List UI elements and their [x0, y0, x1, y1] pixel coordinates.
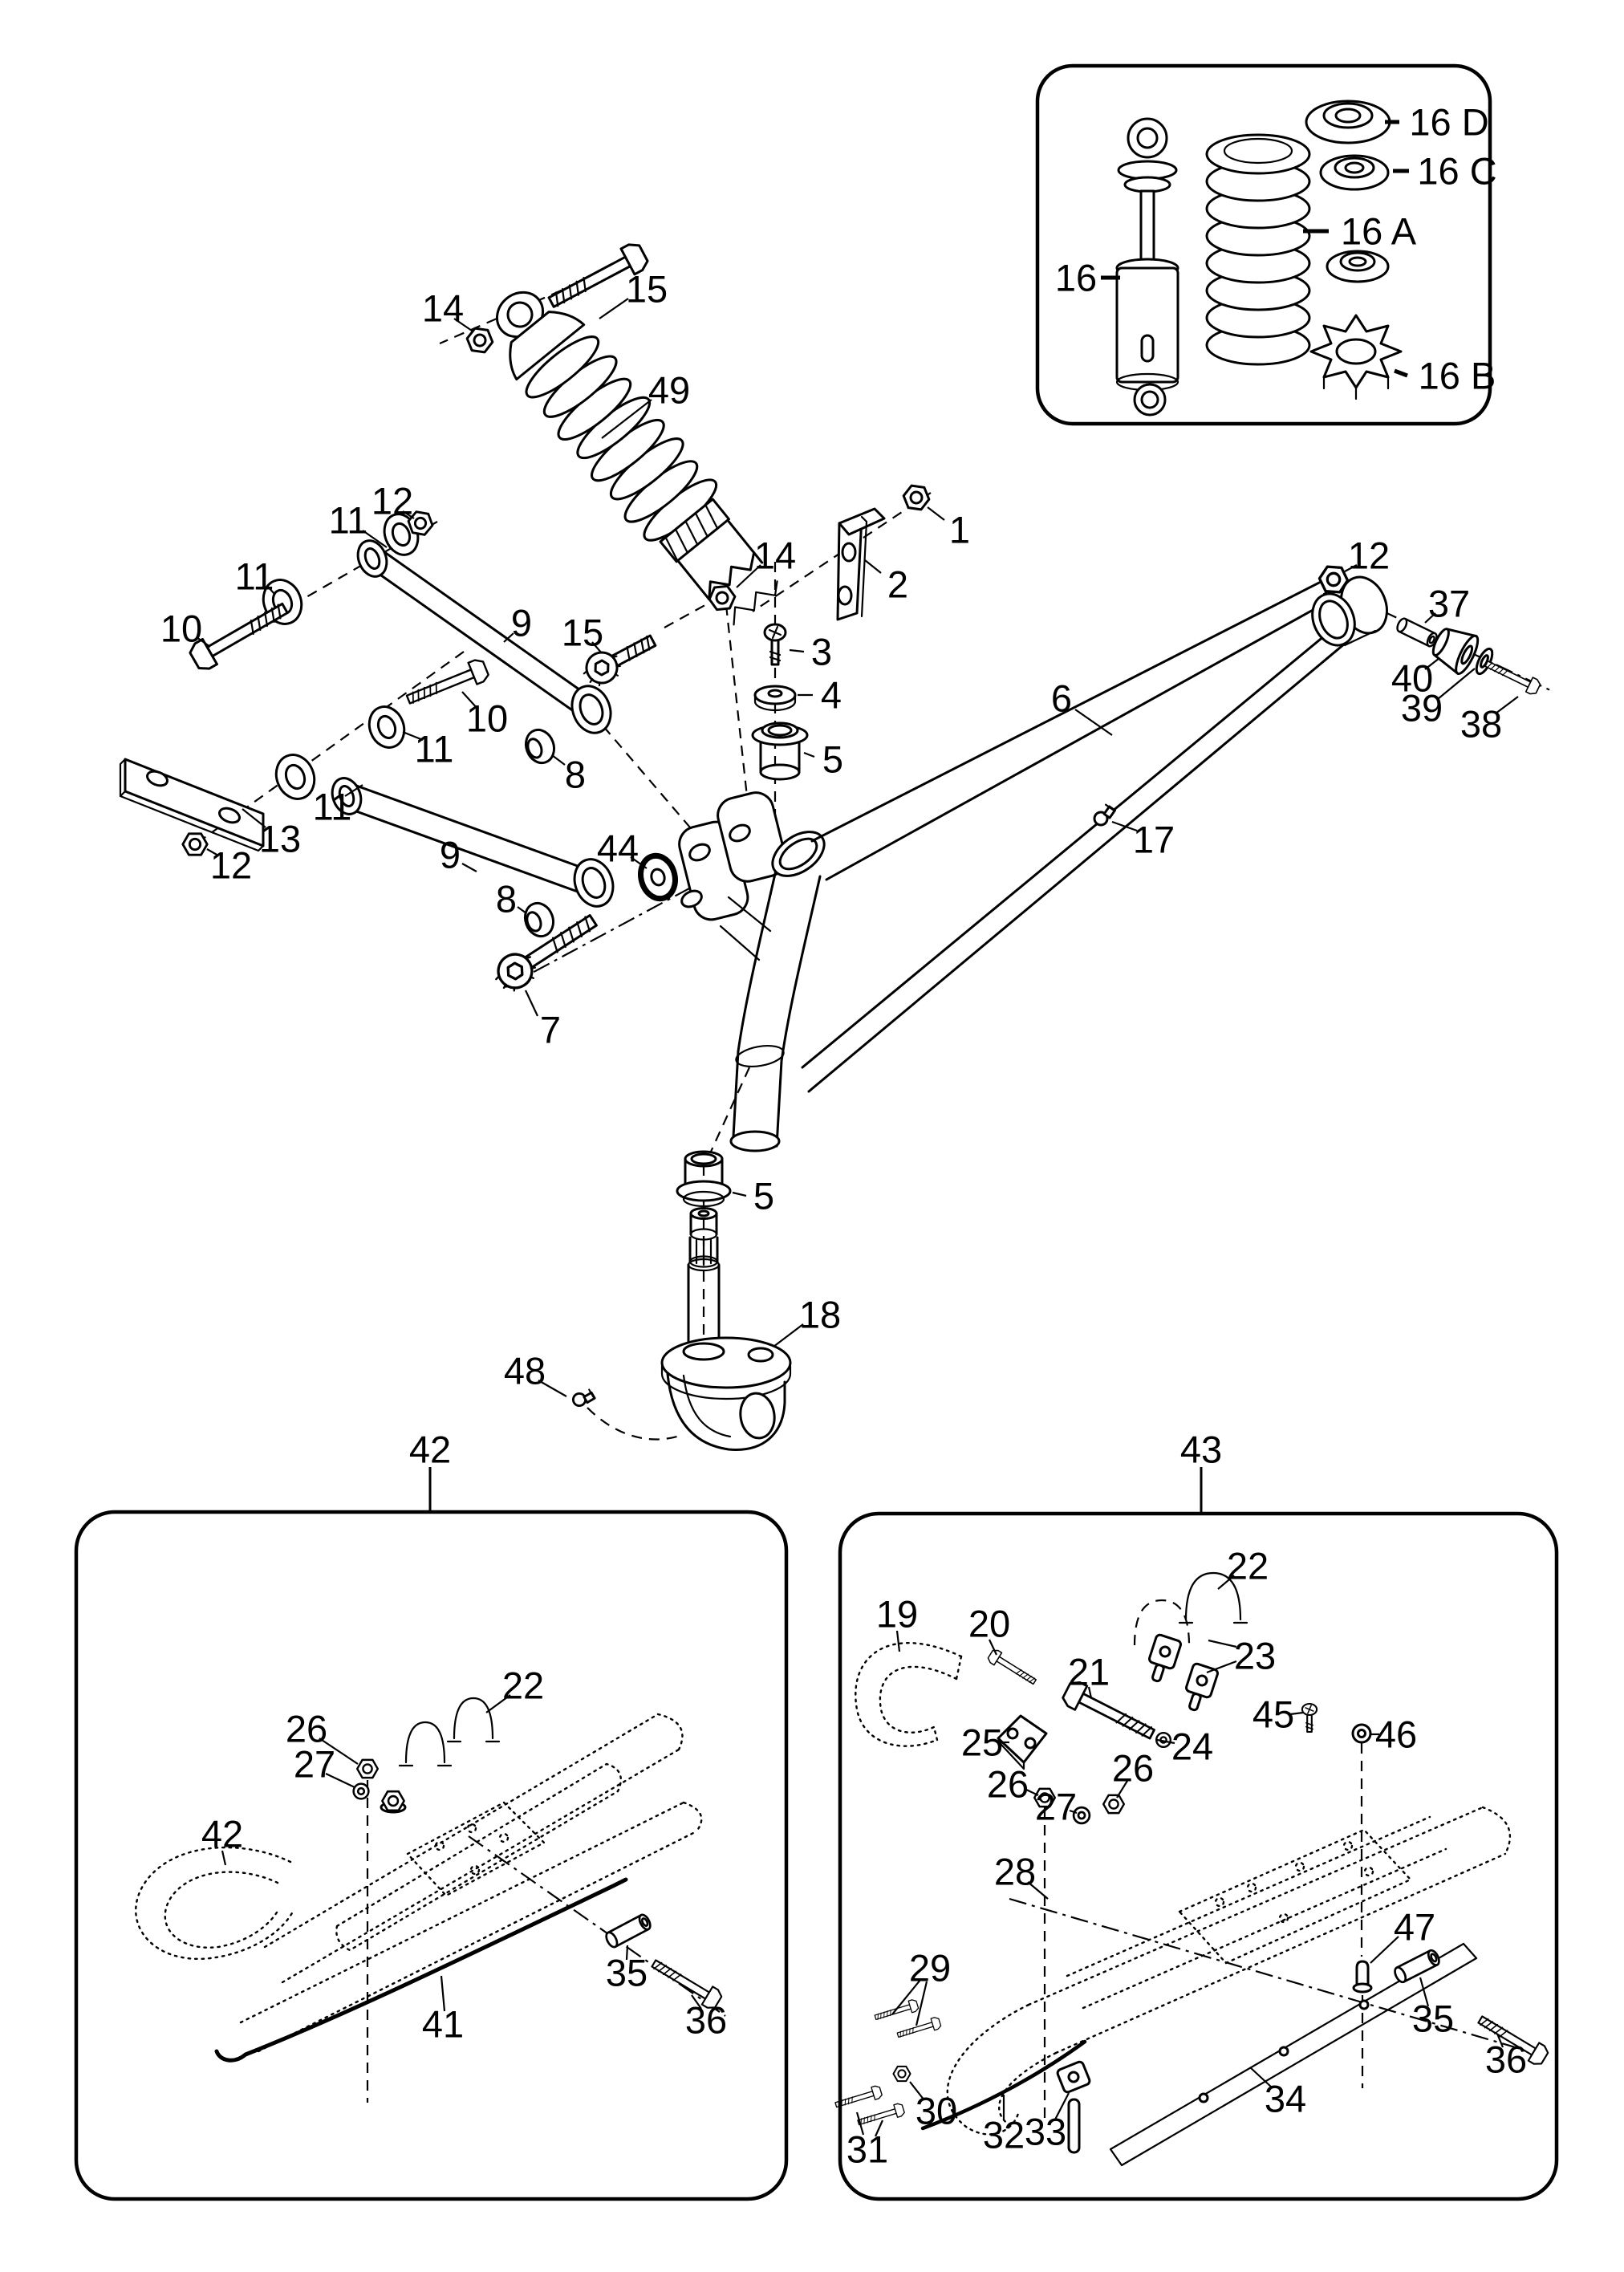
callout-washer-39: 39: [1400, 686, 1443, 730]
callout-washer-4: 4: [820, 673, 842, 717]
callout-left-box-ref: 42: [408, 1428, 452, 1471]
callout-nut-26-right-a: 26: [986, 1762, 1029, 1806]
callout-nut-1: 1: [948, 508, 971, 551]
callout-cushion-40: 40: [1391, 656, 1434, 700]
callout-bushing-11-c: 11: [414, 727, 454, 770]
callout-grease-17: 17: [1132, 818, 1175, 861]
washer-46-part: [1353, 1725, 1370, 1742]
callout-spacer-37: 37: [1427, 582, 1471, 625]
callout-grease-48: 48: [503, 1349, 546, 1392]
callout-spacer-35-left: 35: [605, 1951, 648, 1994]
callout-cam-16b: 16 B: [1418, 354, 1496, 397]
callout-bolt-24: 24: [1171, 1725, 1214, 1768]
callout-washer-27-left: 27: [293, 1742, 336, 1786]
callout-bushing-11-a: 11: [328, 498, 368, 542]
callout-washer-46: 46: [1374, 1713, 1418, 1756]
callout-bushing-11-d: 11: [312, 785, 352, 828]
callout-washer-44: 44: [596, 827, 639, 870]
callout-bushing-5-lower: 5: [753, 1174, 775, 1217]
nut-30-part: [893, 2067, 910, 2081]
callout-bolt-20: 20: [968, 1602, 1011, 1645]
callout-shock-16: 16: [1054, 256, 1098, 299]
callout-nut-12-right: 12: [1347, 534, 1391, 577]
callout-ski-42: 42: [201, 1812, 244, 1855]
nut-12-lower-left: [183, 834, 207, 855]
callout-nut-26-left: 26: [285, 1707, 328, 1750]
callout-runner-34: 34: [1264, 2077, 1307, 2120]
callout-loop-19: 19: [875, 1592, 919, 1636]
callout-spacer-35-right: 35: [1411, 1997, 1455, 2040]
nut-26-right-b-part: [1103, 1795, 1124, 1813]
inset-cam-16b: [1311, 315, 1401, 399]
inset-shock-absorber-16: [1117, 119, 1178, 415]
callout-arm-6: 6: [1050, 677, 1073, 720]
callout-bolt-36-right: 36: [1484, 2038, 1528, 2081]
callout-ski-28: 28: [993, 1850, 1037, 1893]
nut-26-left-part: [357, 1760, 378, 1778]
callout-cap-16c: 16 C: [1417, 149, 1497, 193]
callout-nut-14-left: 14: [421, 287, 465, 330]
callout-bushing-5-upper: 5: [822, 738, 844, 781]
callout-bracket-33: 33: [1024, 2110, 1067, 2153]
callout-bolt-21: 21: [1067, 1650, 1110, 1693]
inset-cap-16c: [1321, 156, 1388, 189]
callout-screws-31: 31: [846, 2128, 889, 2171]
callout-bushing-8-upper: 8: [564, 753, 587, 796]
inset-spring-16a: [1207, 135, 1309, 364]
callout-brackets-23: 23: [1233, 1634, 1277, 1677]
callout-bracket-25: 25: [960, 1721, 1004, 1764]
callout-bracket-2: 2: [887, 563, 909, 606]
callout-nut-30: 30: [915, 2089, 958, 2132]
callout-shock-49: 49: [648, 368, 691, 412]
callout-handle-22-left: 22: [501, 1664, 545, 1707]
callout-screws-29: 29: [908, 1946, 952, 1990]
stud-47-part: [1354, 1961, 1371, 1992]
inset-cap-middle: [1327, 251, 1388, 282]
callout-rod-41: 41: [421, 2002, 465, 2046]
callout-rod-32: 32: [982, 2113, 1025, 2156]
callout-spring-16a: 16 A: [1340, 209, 1417, 253]
callout-bolt-10-mid: 10: [465, 697, 509, 740]
washer-27-left-part: [354, 1784, 369, 1799]
callout-handle-22-right: 22: [1226, 1544, 1269, 1587]
callout-bushing-11-b: 11: [234, 555, 274, 598]
callout-bolt-10-left: 10: [160, 607, 203, 650]
callout-screw-45: 45: [1252, 1693, 1295, 1736]
callout-spindle-18: 18: [798, 1293, 842, 1336]
callout-nut-12-upper: 12: [371, 479, 414, 522]
callout-bushing-8-lower: 8: [495, 877, 518, 921]
callout-arm-9-upper: 9: [510, 601, 533, 644]
callout-arm-9-lower: 9: [439, 833, 461, 876]
callout-bolt-7: 7: [539, 1008, 562, 1051]
inset-cap-16d: [1306, 101, 1390, 143]
callout-bolt-15-top: 15: [625, 267, 668, 311]
callout-right-box-ref: 43: [1179, 1428, 1223, 1471]
callout-bolt-38: 38: [1460, 702, 1503, 746]
callout-nut-26-right-b: 26: [1111, 1746, 1155, 1790]
callout-bolt-36-left: 36: [684, 1998, 728, 2042]
callout-stud-47: 47: [1393, 1905, 1436, 1949]
callout-nut-12-lower: 12: [209, 843, 253, 887]
callout-cap-16d: 16 D: [1409, 100, 1489, 144]
callout-bracket-13: 13: [258, 817, 302, 860]
callout-washer-27-right: 27: [1034, 1785, 1078, 1828]
callout-nut-14-right: 14: [753, 534, 797, 577]
callout-screw-3: 3: [810, 630, 833, 673]
callout-bolt-15-lower: 15: [561, 611, 604, 654]
